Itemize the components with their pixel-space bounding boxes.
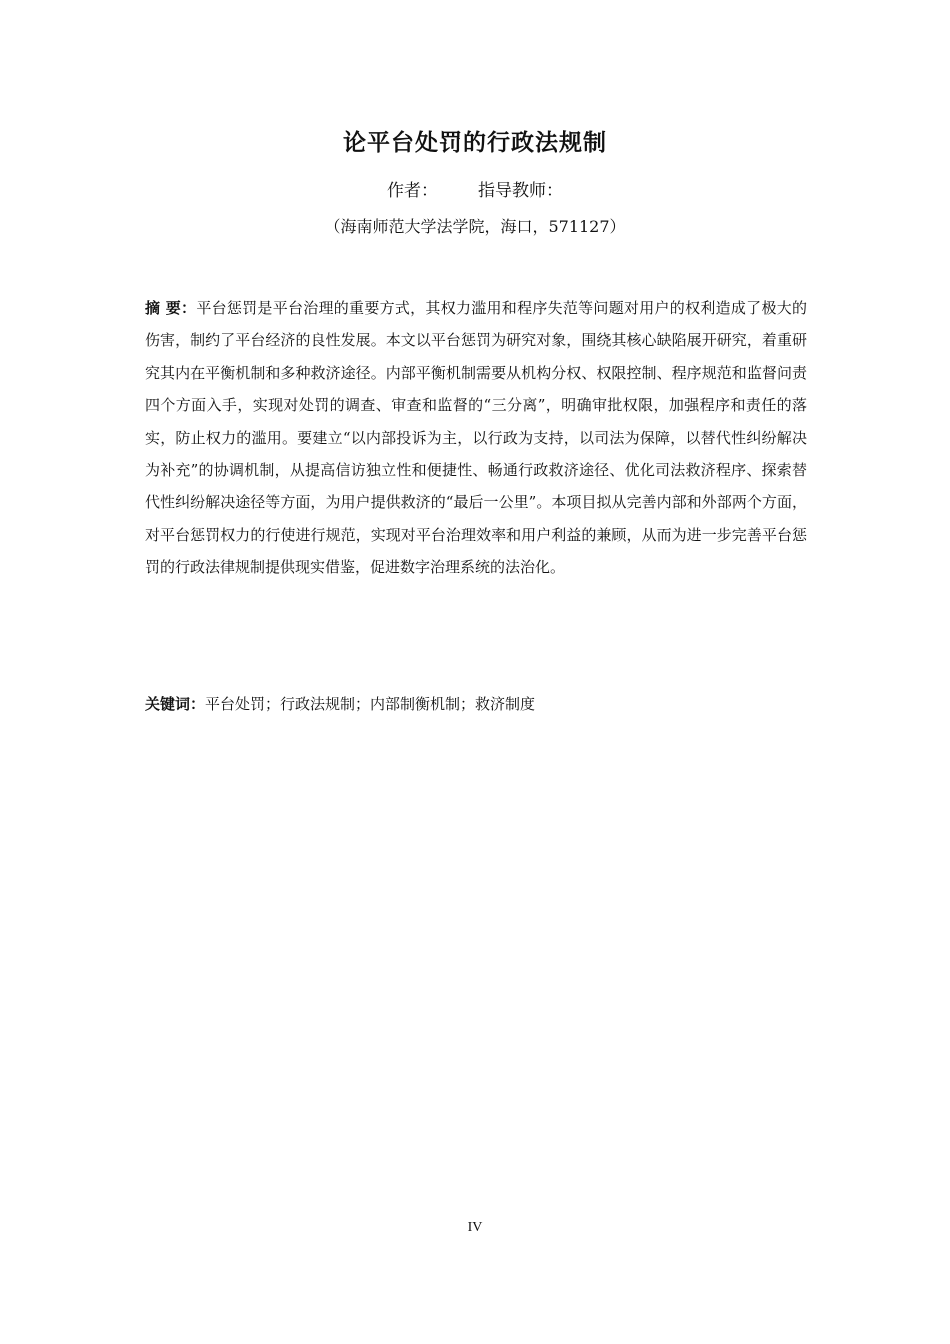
abstract-label: 摘 要： — [145, 299, 197, 317]
abstract — [145, 292, 807, 584]
affiliation: （海南师范大学法学院，海口，571127） — [324, 217, 626, 236]
page-number: IV — [467, 1220, 483, 1235]
author-line — [0, 176, 950, 201]
keywords — [145, 688, 807, 720]
keywords-text: 平台处罚；行政法规制；内部制衡机制；救济制度 — [205, 695, 536, 713]
keywords-label: 关键词： — [145, 695, 206, 713]
abstract-text: 平台惩罚是平台治理的重要方式，其权力滥用和程序失范等问题对用户的权利造成了极大的伤害，制约了平台经济的良性发展。本文以平台惩罚为研究对象，围绕其核心缺陷展开研究，着重研究其内在平衡机制和多种救济途径。内部平衡机制需要从机构分权、权限控制、程序规范和监督问责四个方面入手，实现对处罚的调查、审查和监督的“三分离”，明确审批权限，加强程序和责任的落实，防止权力的滥用。要建立“以内部投诉为主，以行政为支持，以司法为保障，以替代性纠纷解决为补充”的协调机制，从提高信访独立性和便捷性、畅通行政救济途径、优化司法救济程序、探索替代性纠纷解决途径等方面，为用户提供救济的“最后一公里”。本项目拟从完善内部和外部两个方面，对平台惩罚权力的行使进行规范，实现对平台治理效率和用户利益的兼顾，从而为进一步完善平台惩罚的行政法律规制提供现实借鉴，促进数字治理系统的法治化。 — [145, 299, 807, 577]
paper-title: 论平台处罚的行政法规制 — [343, 130, 607, 156]
advisor-label: 指导教师： — [478, 181, 563, 201]
author-label: 作者： — [387, 181, 438, 201]
